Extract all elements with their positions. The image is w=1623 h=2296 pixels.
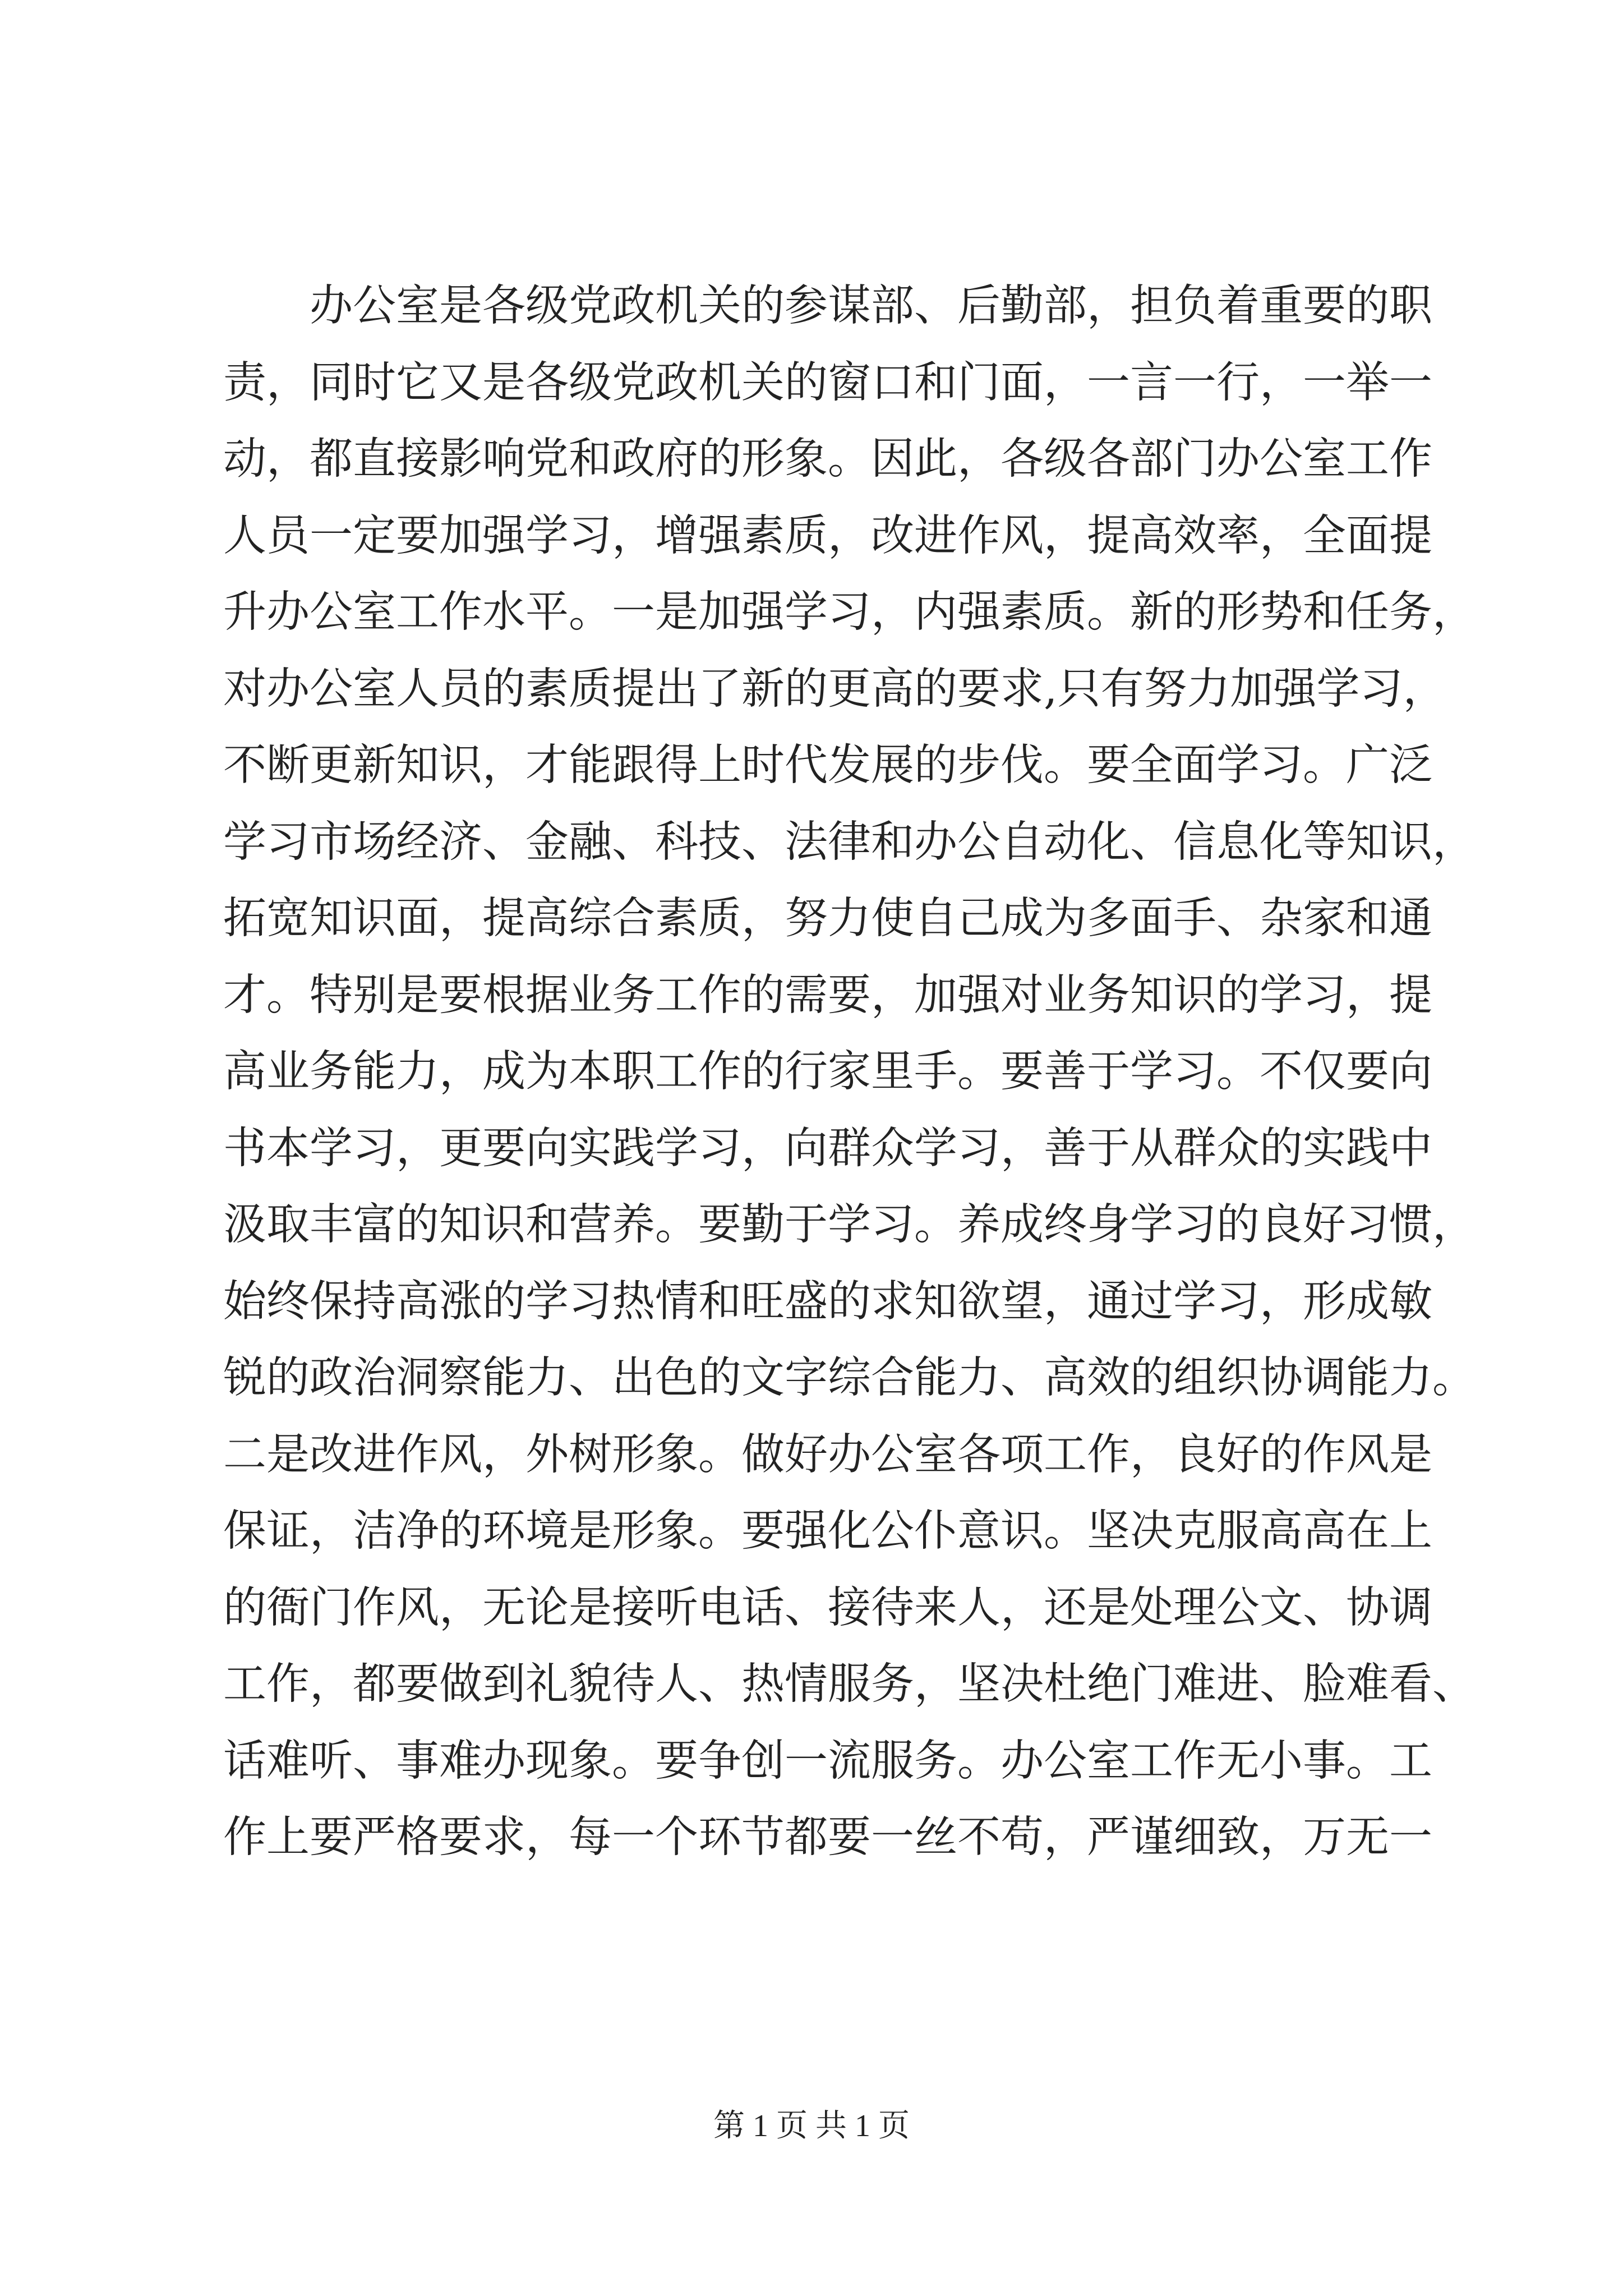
paragraph-line: 才。特别是要根据业务工作的需要，加强对业务知识的学习，提 <box>223 970 1432 1020</box>
paragraph-line: 工作，都要做到礼貌待人、热情服务，坚决杜绝门难进、脸难看、 <box>223 1659 1476 1709</box>
paragraph-line: 锐的政治洞察能力、出色的文字综合能力、高效的组织协调能力。 <box>223 1353 1476 1403</box>
paragraph-line: 人员一定要加强学习，增强素质，改进作风，提高效率，全面提 <box>223 510 1432 561</box>
body-paragraph <box>223 268 1476 1876</box>
paragraph-line: 高业务能力，成为本职工作的行家里手。要善于学习。不仅要向 <box>223 1047 1432 1097</box>
paragraph-line: 办公室是各级党政机关的参谋部、后勤部，担负着重要的职 <box>310 281 1432 331</box>
paragraph-line: 不断更新知识，才能跟得上时代发展的步伐。要全面学习。广泛 <box>223 740 1432 790</box>
paragraph-line: 的衙门作风，无论是接听电话、接待来人，还是处理公文、协调 <box>223 1582 1432 1633</box>
paragraph-line: 升办公室工作水平。一是加强学习，内强素质。新的形势和任务， <box>223 587 1476 637</box>
paragraph-line: 拓宽知识面，提高综合素质，努力使自己成为多面手、杂家和通 <box>223 894 1432 944</box>
page-footer: 第 1 页 共 1 页 <box>713 2109 910 2143</box>
paragraph-line: 作上要严格要求，每一个环节都要一丝不苟，严谨细致，万无一 <box>223 1812 1432 1862</box>
paragraph-line: 责，同时它又是各级党政机关的窗口和门面，一言一行，一举一 <box>223 357 1432 408</box>
paragraph-line: 二是改进作风，外树形象。做好办公室各项工作，良好的作风是 <box>223 1429 1432 1480</box>
paragraph-line: 动，都直接影响党和政府的形象。因此，各级各部门办公室工作 <box>223 434 1432 484</box>
paragraph-line: 保证，洁净的环境是形象。要强化公仆意识。坚决克服高高在上 <box>223 1506 1432 1556</box>
paragraph-line: 学习市场经济、金融、科技、法律和办公自动化、信息化等知识， <box>223 817 1476 867</box>
paragraph-line: 始终保持高涨的学习热情和旺盛的求知欲望，通过学习，形成敏 <box>223 1276 1432 1327</box>
paragraph-line: 书本学习，更要向实践学习，向群众学习，善于从群众的实践中 <box>223 1123 1432 1174</box>
paragraph-line: 话难听、事难办现象。要争创一流服务。办公室工作无小事。工 <box>223 1736 1432 1786</box>
paragraph-line: 汲取丰富的知识和营养。要勤于学习。养成终身学习的良好习惯， <box>223 1200 1476 1250</box>
paragraph-line: 对办公室人员的素质提出了新的更高的要求,只有努力加强学习， <box>223 664 1446 714</box>
